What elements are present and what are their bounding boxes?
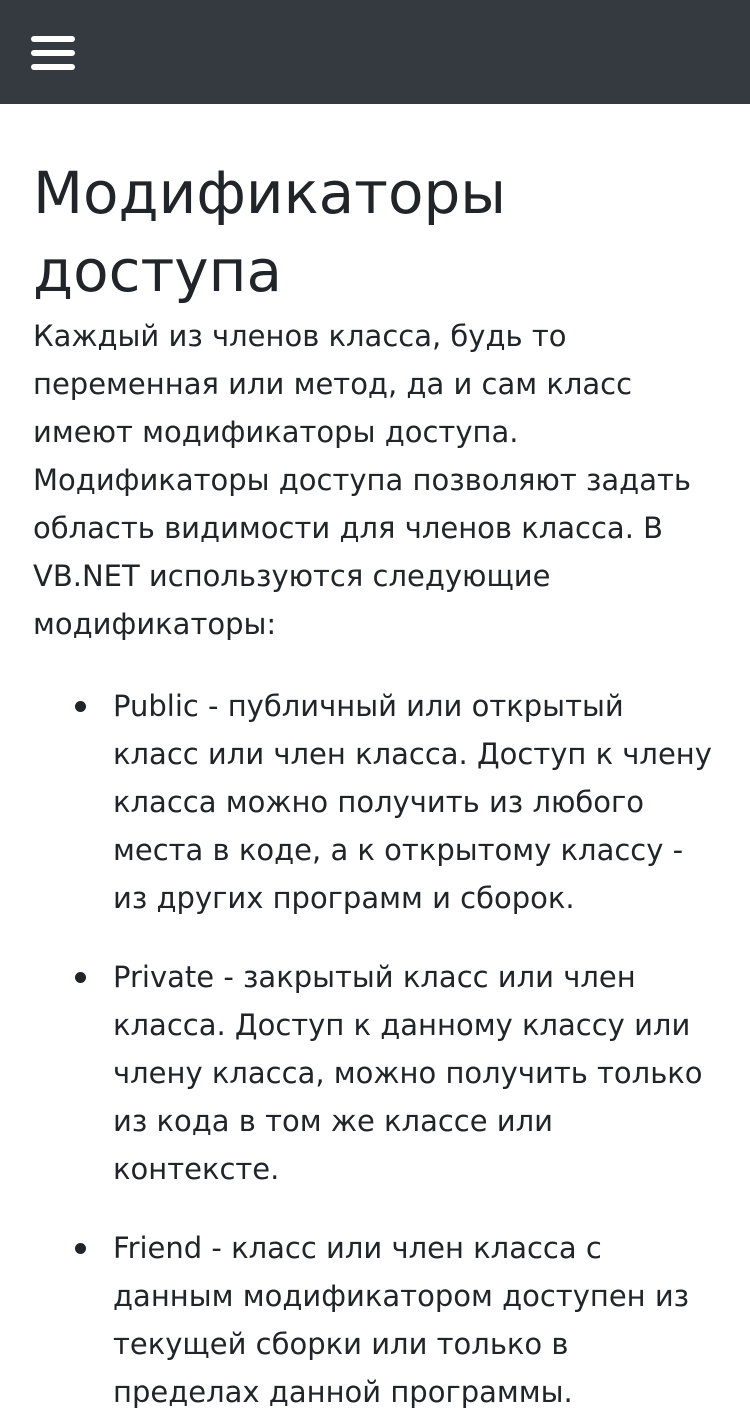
bullet-icon: [75, 701, 86, 712]
list-item-friend: [113, 1224, 718, 1416]
list-item-text: Public - публичный или открытый класс или член класса. Доступ к члену класса можно получить из любого места в коде, а к открытому классу - из других программ и сборок.: [113, 689, 712, 915]
modifiers-list: [33, 682, 718, 1416]
intro-paragraph: Каждый из членов класса, будь то переменная или метод, да и сам класс имеют модификаторы доступа. Модификаторы доступа позволяют задать область видимости для членов класса. В VB.NET используются следующие модификаторы:: [33, 319, 691, 641]
bullet-icon: [75, 1243, 86, 1254]
article-content: [0, 104, 750, 1416]
page-title: Модификаторы доступа: [33, 159, 507, 305]
bullet-icon: [75, 972, 86, 983]
list-item-private: [113, 953, 718, 1193]
list-item-text: Private - закрытый класс или член класса. Доступ к данному классу или члену класса, можно получить только из кода в том же классе или контексте.: [113, 960, 703, 1186]
hamburger-menu-icon[interactable]: [24, 24, 82, 82]
list-item-text: Friend - класс или член класса с данным модификатором доступен из текущей сборки или только в пределах данной программы.: [113, 1231, 690, 1409]
list-item-public: [113, 682, 718, 922]
top-navbar: [0, 0, 750, 104]
